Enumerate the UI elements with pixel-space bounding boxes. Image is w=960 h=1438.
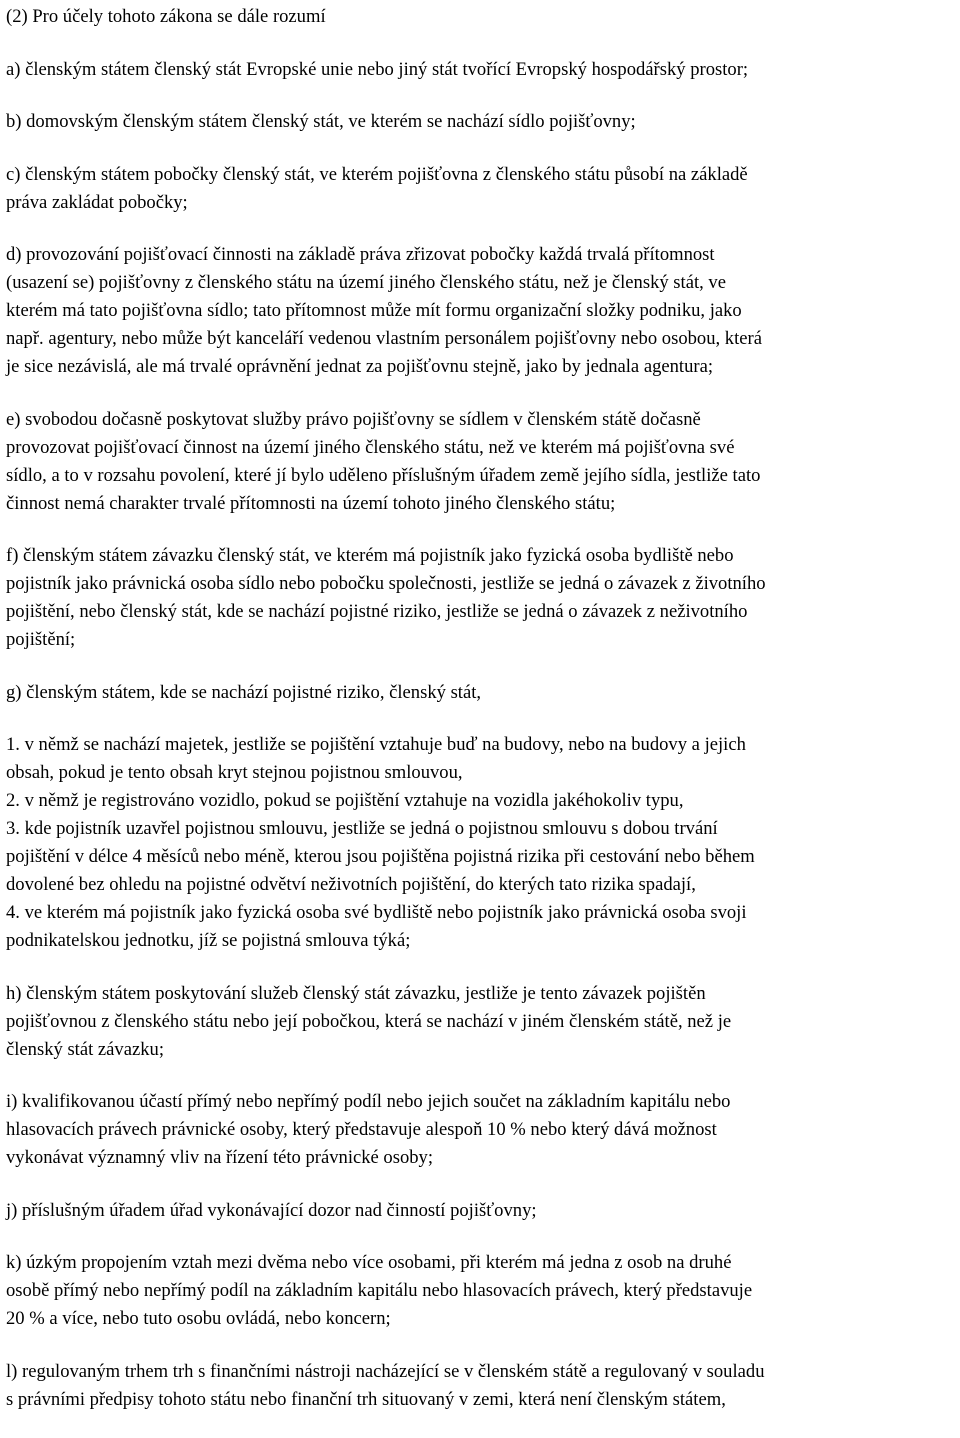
text-line: pojištění; — [6, 629, 76, 650]
text-line: 20 % a více, nebo tuto osobu ovládá, nebo koncern; — [6, 1308, 391, 1329]
paragraph-g-list — [6, 731, 960, 955]
text-line: (usazení se) pojišťovny z členského státu na území jiného členského státu, než je členský stát, ve — [6, 272, 726, 293]
text-line: pojišťovnou z členského státu nebo její pobočkou, která se nachází v jiném členském státě, než je — [6, 1010, 732, 1032]
text-line: podnikatelskou jednotku, jíž se pojistná smlouva týká; — [6, 930, 411, 951]
text-line: b) domovským členským státem členský stát, ve kterém se nachází sídlo pojišťovny; — [6, 111, 636, 132]
paragraph-intro — [6, 3, 960, 31]
paragraph-j — [6, 1197, 960, 1225]
text-line: obsah, pokud je tento obsah kryt stejnou pojistnou smlouvou, — [6, 762, 463, 783]
paragraph-l — [6, 1358, 960, 1414]
text-line: práva zakládat pobočky; — [6, 191, 188, 213]
text-line: 4. ve kterém má pojistník jako fyzická osoba své bydliště nebo pojistník jako právnická osoba svoji — [6, 902, 747, 923]
text-line: provozovat pojišťovací činnost na území jiného členského státu, než ve kterém má pojišťovna své — [6, 436, 735, 458]
text-line: dovolené bez ohledu na pojistné odvětví neživotních pojištění, do kterých tato rizika spadají, — [6, 874, 696, 895]
paragraph-b — [6, 108, 960, 136]
paragraph-c — [6, 161, 960, 217]
text-line: s právními předpisy tohoto státu nebo finanční trh situovaný v zemi, která není členským státem, — [6, 1388, 726, 1410]
paragraph-i — [6, 1088, 960, 1172]
text-line: hlasovacích právech právnické osoby, který představuje alespoň 10 % nebo který dává možnost — [6, 1119, 717, 1140]
paragraph-e — [6, 406, 960, 518]
text-line: pojištění, nebo členský stát, kde se nachází pojistné riziko, jestliže se jedná o závazek z neživotního — [6, 601, 748, 622]
text-line: je sice nezávislá, ale má trvalé oprávnění jednat za pojišťovnu stejně, jako by jednala agentura; — [6, 356, 713, 377]
text-line: vykonávat významný vliv na řízení této právnické osoby; — [6, 1147, 434, 1168]
text-line: 2. v němž je registrováno vozidlo, pokud se pojištění vztahuje na vozidla jakéhokoliv typu, — [6, 790, 684, 811]
paragraph-a — [6, 56, 960, 84]
document-page — [6, 3, 960, 1414]
text-line: např. agentury, nebo může být kanceláří vedenou vlastním personálem pojišťovny nebo osobou, která — [6, 328, 762, 349]
text-line: j) příslušným úřadem úřad vykonávající dozor nad činností pojišťovny; — [6, 1199, 537, 1221]
text-line: a) členským státem členský stát Evropské unie nebo jiný stát tvořící Evropský hospodářský prostor; — [6, 58, 749, 80]
text-line: osobě přímý nebo nepřímý podíl na základním kapitálu nebo hlasovacích právech, který představuje — [6, 1280, 753, 1301]
text-line: 1. v němž se nachází majetek, jestliže se pojištění vztahuje buď na budovy, nebo na budovy a jejich — [6, 734, 746, 755]
text-line: l) regulovaným trhem trh s finančními nástroji nacházející se v členském státě a regulovaný v souladu — [6, 1360, 765, 1382]
text-line: pojištění v délce 4 měsíců nebo méně, kterou jsou pojištěna pojistná rizika při cestování nebo během — [6, 846, 755, 867]
text-line: g) členským státem, kde se nachází pojistné riziko, členský stát, — [6, 681, 482, 703]
text-line: h) členským státem poskytování služeb členský stát závazku, jestliže je tento závazek pojištěn — [6, 982, 706, 1004]
text-line: k) úzkým propojením vztah mezi dvěma nebo více osobami, při kterém má jedna z osob na druhé — [6, 1252, 732, 1273]
text-line: d) provozování pojišťovací činnosti na základě práva zřizovat pobočky každá trvalá přítomnost — [6, 244, 715, 265]
text-line: i) kvalifikovanou účastí přímý nebo nepřímý podíl nebo jejich součet na základním kapitálu nebo — [6, 1091, 731, 1112]
paragraph-k — [6, 1249, 960, 1333]
text-line: sídlo, a to v rozsahu povolení, které jí bylo uděleno příslušným úřadem země jejího sídla, jestliže tato — [6, 464, 761, 486]
text-line: e) svobodou dočasně poskytovat služby právo pojišťovny se sídlem v členském státě dočasně — [6, 408, 701, 430]
text-line: členský stát závazku; — [6, 1038, 164, 1060]
text-line: (2) Pro účely tohoto zákona se dále rozumí — [6, 6, 326, 27]
text-line: činnost nemá charakter trvalé přítomnosti na území tohoto jiného členského státu; — [6, 492, 616, 514]
paragraph-g — [6, 679, 960, 707]
text-line: kterém má tato pojišťovna sídlo; tato přítomnost může mít formu organizační složky podniku, jako — [6, 300, 742, 321]
text-line: 3. kde pojistník uzavřel pojistnou smlouvu, jestliže se jedná o pojistnou smlouvu s dobou trvání — [6, 818, 718, 839]
text-line: pojistník jako právnická osoba sídlo nebo pobočku společnosti, jestliže se jedná o závazek z životního — [6, 573, 766, 594]
paragraph-d — [6, 241, 960, 381]
paragraph-f — [6, 542, 960, 654]
text-line: f) členským státem závazku členský stát, ve kterém má pojistník jako fyzická osoba bydliště nebo — [6, 545, 734, 566]
text-line: c) členským státem pobočky členský stát, ve kterém pojišťovna z členského státu působí na základě — [6, 163, 748, 185]
paragraph-h — [6, 980, 960, 1064]
